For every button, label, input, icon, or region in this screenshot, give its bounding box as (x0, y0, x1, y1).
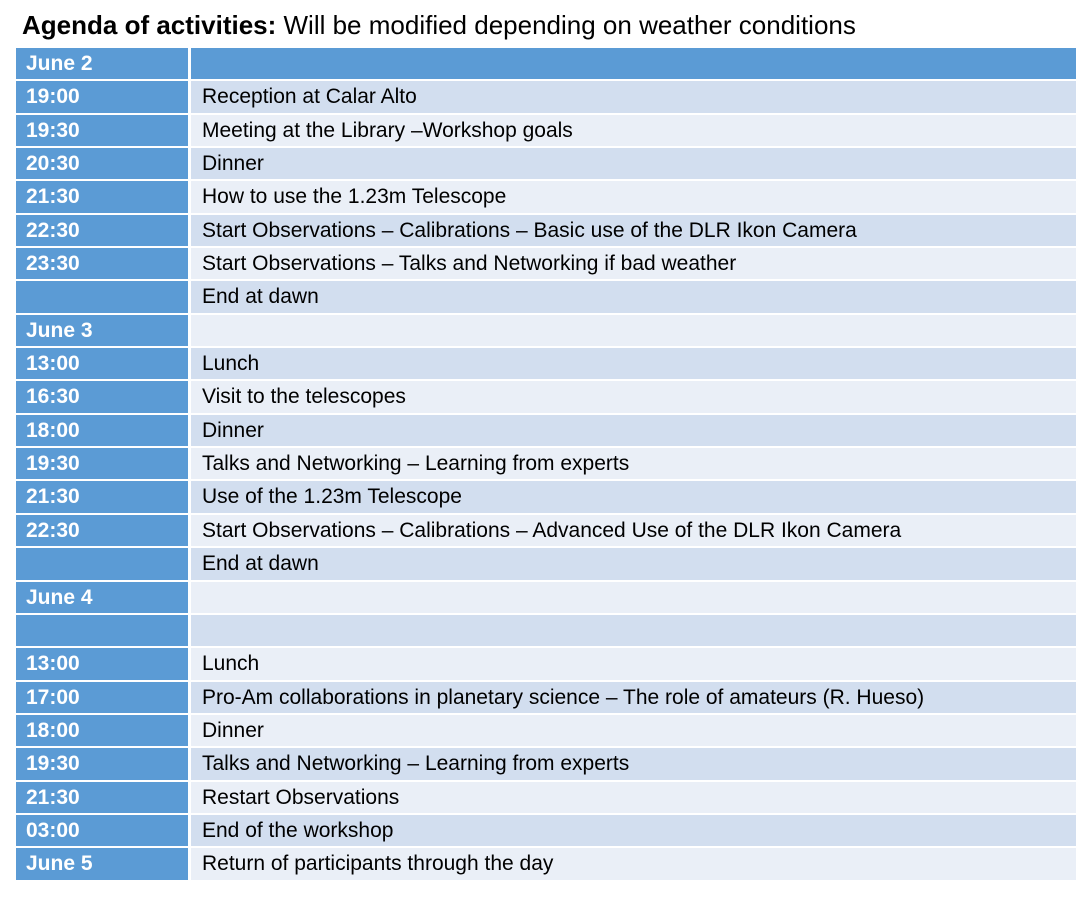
agenda-time-cell: 23:30 (16, 248, 188, 279)
agenda-row (16, 648, 1076, 679)
agenda-row (16, 115, 1076, 146)
agenda-row (16, 682, 1076, 713)
agenda-time-cell: 13:00 (16, 648, 188, 679)
agenda-time-cell: June 4 (16, 582, 188, 613)
agenda-time-cell: 21:30 (16, 481, 188, 512)
agenda-activity-cell: Start Observations – Calibrations – Advanced Use of the DLR Ikon Camera (191, 515, 1076, 546)
agenda-time-cell: 22:30 (16, 515, 188, 546)
agenda-time-cell: June 3 (16, 315, 188, 346)
agenda-time-cell: 19:30 (16, 448, 188, 479)
agenda-activity-cell (191, 582, 1076, 613)
agenda-activity-cell: Meeting at the Library –Workshop goals (191, 115, 1076, 146)
agenda-activity-cell: How to use the 1.23m Telescope (191, 181, 1076, 212)
agenda-activity-cell: Lunch (191, 648, 1076, 679)
agenda-activity-cell: Start Observations – Calibrations – Basic use of the DLR Ikon Camera (191, 215, 1076, 246)
agenda-row (16, 481, 1076, 512)
agenda-activity-cell (191, 315, 1076, 346)
agenda-row (16, 381, 1076, 412)
agenda-activity-cell: Dinner (191, 148, 1076, 179)
agenda-activity-cell: End of the workshop (191, 815, 1076, 846)
agenda-time-cell (16, 548, 188, 579)
agenda-row (16, 715, 1076, 746)
agenda-row (16, 315, 1076, 346)
agenda-row (16, 815, 1076, 846)
agenda-time-cell: 20:30 (16, 148, 188, 179)
agenda-activity-cell (191, 615, 1076, 646)
agenda-time-cell: 19:00 (16, 81, 188, 112)
agenda-row (16, 348, 1076, 379)
agenda-row (16, 148, 1076, 179)
agenda-activity-cell: Pro-Am collaborations in planetary science – The role of amateurs (R. Hueso) (191, 682, 1076, 713)
agenda-time-cell: 21:30 (16, 181, 188, 212)
agenda-row (16, 748, 1076, 779)
agenda-row (16, 848, 1076, 879)
agenda-time-cell: 19:30 (16, 748, 188, 779)
title-bold-part: Agenda of activities: (22, 10, 277, 40)
agenda-activity-cell (191, 48, 1076, 79)
agenda-row (16, 215, 1076, 246)
agenda-row (16, 181, 1076, 212)
agenda-time-cell: 18:00 (16, 415, 188, 446)
agenda-activity-cell: Reception at Calar Alto (191, 81, 1076, 112)
agenda-time-cell: 16:30 (16, 381, 188, 412)
agenda-time-cell: 22:30 (16, 215, 188, 246)
agenda-time-cell: 03:00 (16, 815, 188, 846)
agenda-activity-cell: Use of the 1.23m Telescope (191, 481, 1076, 512)
agenda-row (16, 515, 1076, 546)
agenda-activity-cell: End at dawn (191, 548, 1076, 579)
page-title (22, 10, 856, 41)
agenda-activity-cell: Lunch (191, 348, 1076, 379)
agenda-activity-cell: Start Observations – Talks and Networking if bad weather (191, 248, 1076, 279)
agenda-activity-cell: Talks and Networking – Learning from experts (191, 748, 1076, 779)
agenda-time-cell: 21:30 (16, 782, 188, 813)
agenda-activity-cell: Visit to the telescopes (191, 381, 1076, 412)
agenda-activity-cell: Dinner (191, 715, 1076, 746)
agenda-row (16, 248, 1076, 279)
agenda-time-cell: June 5 (16, 848, 188, 879)
agenda-row (16, 615, 1076, 646)
agenda-row (16, 415, 1076, 446)
agenda-activity-cell: Dinner (191, 415, 1076, 446)
agenda-activity-cell: Restart Observations (191, 782, 1076, 813)
agenda-time-cell: 13:00 (16, 348, 188, 379)
agenda-time-cell (16, 281, 188, 312)
agenda-row (16, 448, 1076, 479)
agenda-row (16, 548, 1076, 579)
agenda-row (16, 81, 1076, 112)
agenda-table (16, 48, 1076, 882)
agenda-activity-cell: Return of participants through the day (191, 848, 1076, 879)
agenda-activity-cell: End at dawn (191, 281, 1076, 312)
agenda-time-cell: 17:00 (16, 682, 188, 713)
agenda-time-cell: June 2 (16, 48, 188, 79)
agenda-row (16, 782, 1076, 813)
agenda-row (16, 48, 1076, 79)
agenda-row (16, 281, 1076, 312)
agenda-row (16, 582, 1076, 613)
agenda-time-cell: 18:00 (16, 715, 188, 746)
agenda-time-cell (16, 615, 188, 646)
agenda-time-cell: 19:30 (16, 115, 188, 146)
agenda-activity-cell: Talks and Networking – Learning from experts (191, 448, 1076, 479)
title-rest: Will be modified depending on weather conditions (276, 10, 856, 40)
